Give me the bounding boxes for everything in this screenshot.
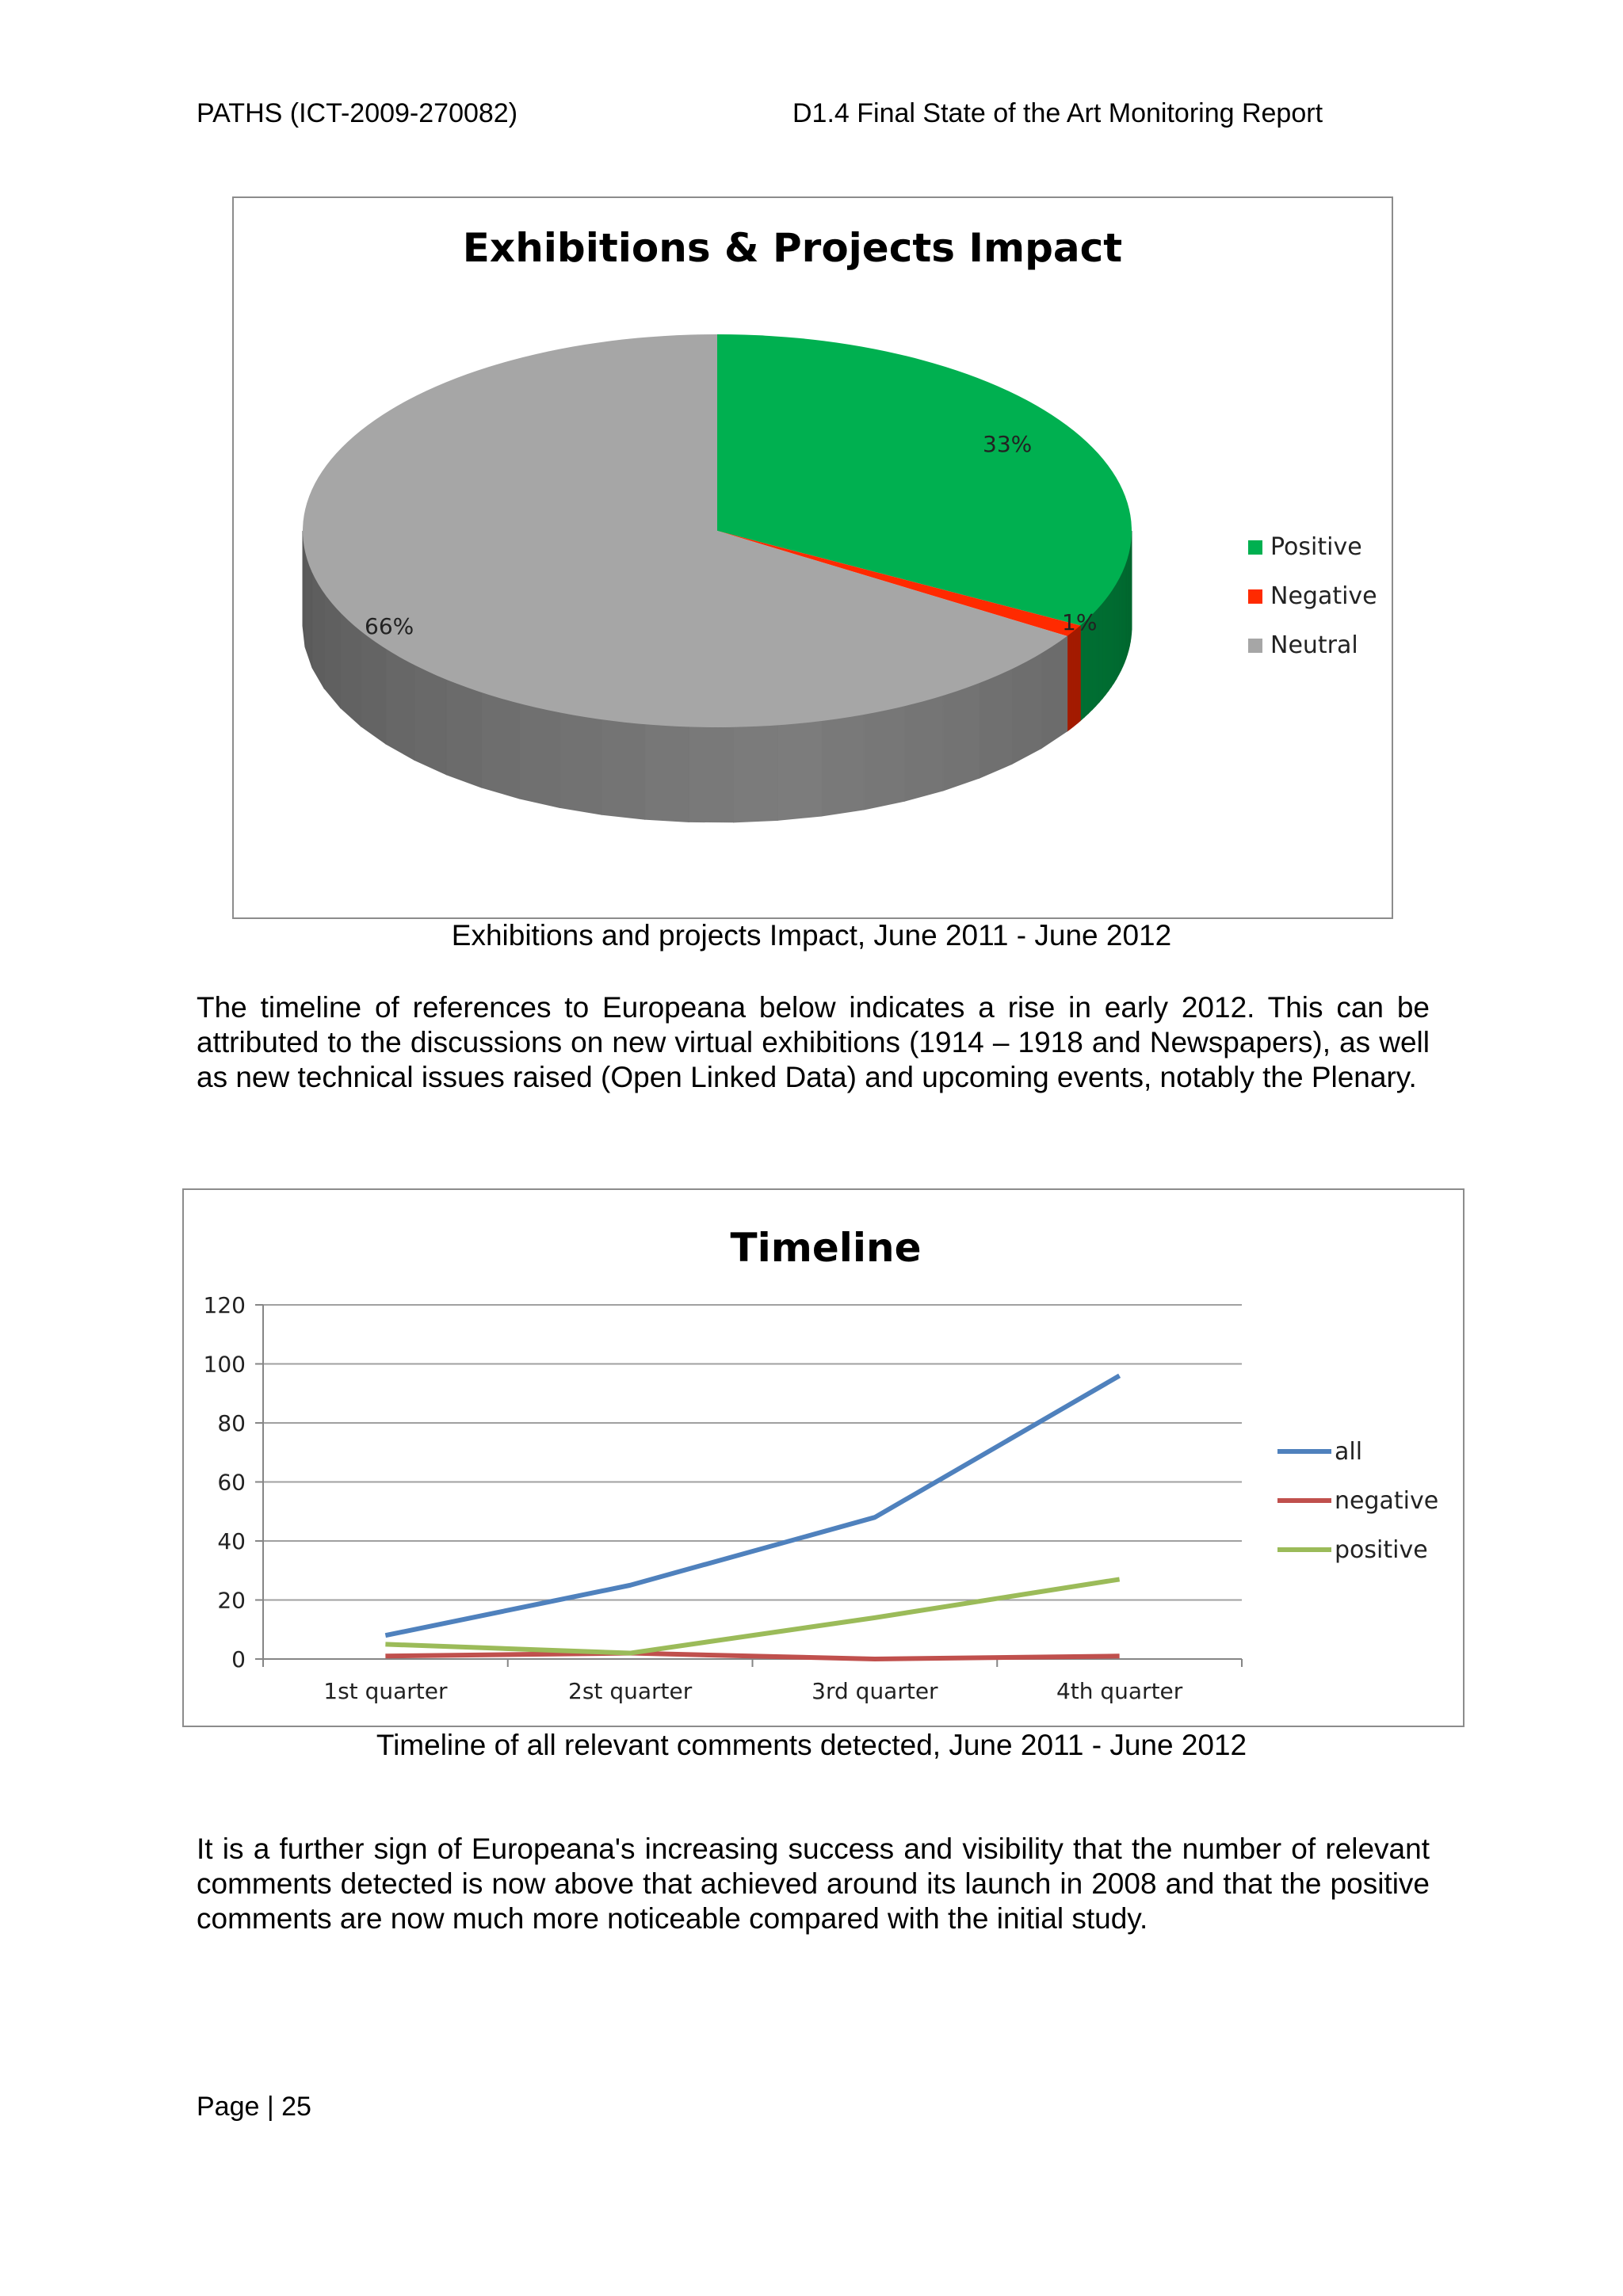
- legend-label-positive: positive: [1335, 1536, 1428, 1564]
- y-tick-label: 0: [231, 1646, 246, 1672]
- pie-side-neutral: [943, 683, 979, 791]
- line-legend-group: [1277, 1438, 1438, 1564]
- pie-side-neutral: [821, 715, 863, 816]
- legend-label-all: all: [1335, 1438, 1363, 1466]
- y-tick-label: 20: [217, 1587, 246, 1614]
- pie-legend-group: [1248, 533, 1377, 659]
- pie-side-neutral: [361, 631, 386, 744]
- line-series-group: [385, 1375, 1119, 1659]
- pie-side-positive: [1109, 592, 1111, 691]
- pie-chart-frame: [232, 196, 1393, 919]
- series-line-negative: [385, 1653, 1119, 1659]
- pie-side-neutral: [482, 692, 520, 799]
- legend-label-negative: negative: [1335, 1487, 1439, 1515]
- pie-side-neutral: [519, 704, 559, 807]
- figure-caption-pie: Exhibitions and projects Impact, June 2011 - June 2012: [451, 919, 1172, 952]
- header-left: PATHS (ICT-2009-270082): [197, 98, 518, 128]
- pie-legend-label-negative: Negative: [1270, 582, 1377, 610]
- pie-side-neutral: [645, 724, 689, 822]
- y-tick-label: 120: [203, 1292, 246, 1318]
- x-tick-label: 3rd quarter: [812, 1678, 938, 1704]
- line-grid-group: [204, 1292, 1242, 1704]
- figure-caption-timeline: Timeline of all relevant comments detected, June 2011 - June 2012: [376, 1729, 1247, 1761]
- pie-side-neutral: [340, 612, 361, 727]
- pie-side-neutral: [559, 712, 601, 814]
- pie-side-neutral: [1012, 654, 1041, 765]
- pie-data-label-neutral: 66%: [365, 613, 414, 639]
- page-footer: Page | 25: [197, 2092, 311, 2122]
- pie-data-label-positive: 33%: [983, 431, 1033, 457]
- pie-chart-title: Exhibitions & Projects Impact: [462, 225, 1123, 271]
- pie-legend-swatch-negative: [1248, 589, 1262, 604]
- pie-data-label-negative: 1%: [1062, 609, 1098, 635]
- pie-legend-swatch-positive: [1248, 540, 1262, 555]
- pie-side-neutral: [1041, 636, 1067, 749]
- y-tick-label: 40: [217, 1528, 246, 1554]
- line-chart-frame: [182, 1188, 1465, 1727]
- x-tick-label: 4th quarter: [1056, 1678, 1183, 1704]
- y-tick-label: 100: [203, 1351, 246, 1378]
- pie-side-positive: [1099, 603, 1102, 702]
- pie-legend-label-neutral: Neutral: [1270, 631, 1358, 659]
- y-tick-label: 80: [217, 1410, 246, 1436]
- pie-side-neutral: [979, 669, 1012, 778]
- pie-side-neutral: [734, 725, 778, 822]
- pie-chart: [234, 198, 1392, 917]
- pie-side-neutral: [601, 719, 645, 819]
- pie-side-positive: [1106, 596, 1109, 695]
- pie-side-neutral: [777, 721, 821, 820]
- pie-legend-label-positive: Positive: [1270, 533, 1362, 561]
- x-tick-label: 2st quarter: [568, 1678, 693, 1704]
- pie-legend-swatch-neutral: [1248, 639, 1262, 653]
- body-paragraph-1: The timeline of references to Europeana below indicates a rise in early 2012. This can be attributed to the discussions on new virtual exhibitions (1914 – 1918 and Newspapers), as well as new technical issues raised (Open Linked Data) and upcoming events, notably the Plenary.: [197, 991, 1430, 1093]
- pie-side-neutral: [864, 706, 904, 810]
- line-chart-title: Timeline: [730, 1225, 922, 1271]
- pie-side-neutral: [904, 696, 943, 801]
- pie-side-neutral: [414, 665, 446, 774]
- header-right: D1.4 Final State of the Art Monitoring Report: [792, 98, 1323, 128]
- pie-side-neutral: [324, 593, 341, 707]
- pie-side-neutral: [386, 649, 414, 760]
- x-tick-label: 1st quarter: [323, 1678, 448, 1704]
- series-line-positive: [385, 1579, 1119, 1653]
- y-tick-label: 60: [217, 1469, 246, 1496]
- pie-top-group: [303, 334, 1132, 727]
- pie-side-neutral: [689, 727, 733, 822]
- pie-side-positive: [1102, 599, 1106, 698]
- pie-side-neutral: [446, 680, 481, 788]
- line-chart: [184, 1190, 1463, 1726]
- body-paragraph-2: It is a further sign of Europeana's increasing success and visibility that the number of relevant comments detected is now above that achieved around its launch in 2008 and that the positive comments are now much more noticeable compared with the initial study.: [197, 1833, 1430, 1935]
- pie-side-positive: [1080, 622, 1084, 721]
